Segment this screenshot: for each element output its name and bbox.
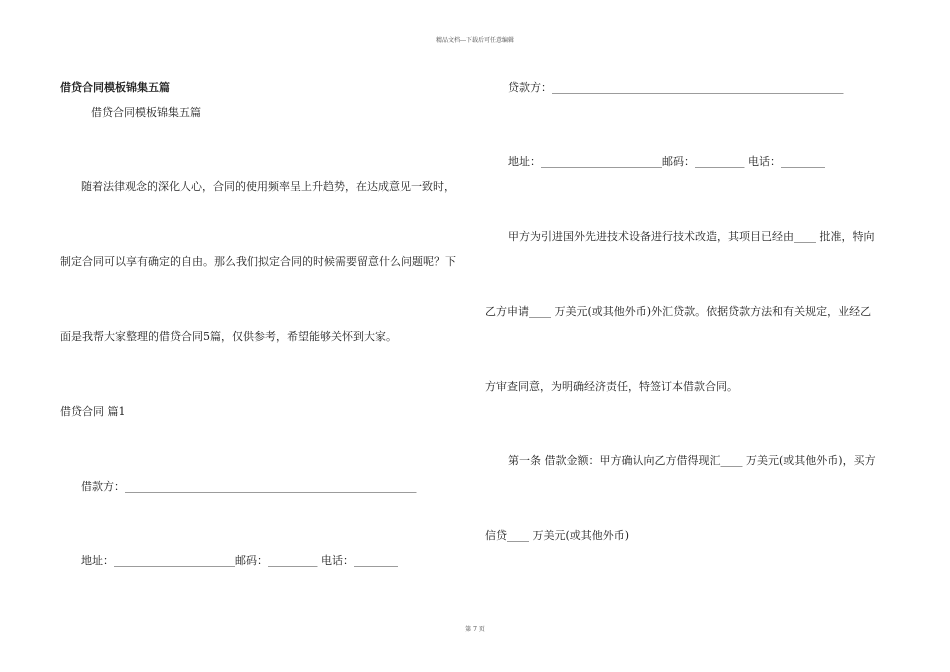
borrower-address-line: 地址：______________________邮码：_________ 电话：________: [81, 554, 398, 567]
intro-line-3: 面是我帮大家整理的借贷合同5篇，仅供参考，希望能够关怀到大家。: [60, 330, 397, 343]
page-header: 精品文档---下载后可任意编辑: [435, 37, 515, 44]
paragraph-1-line-2: 乙方申请____ 万美元(或其他外币)外汇贷款。依据贷款方法和有关规定，业经乙: [485, 305, 872, 318]
article-1-line-2: 信贷____ 万美元(或其他外币): [485, 529, 630, 542]
borrower-line: 借款方：_____________________________________________________: [81, 480, 417, 493]
intro-line-2: 制定合同可以享有确定的自由。那么我们拟定合同的时候需要留意什么问题呢？下: [60, 255, 456, 268]
document-subtitle: 借贷合同模板锦集五篇: [91, 106, 201, 119]
paragraph-1-line-3: 方审查同意，为明确经济责任，特签订本借款合同。: [485, 380, 738, 393]
lender-address-line: 地址：______________________邮码：_________ 电话：________: [508, 155, 825, 168]
lender-line: 贷款方：_____________________________________________________: [508, 81, 844, 94]
document-title: 借贷合同模板锦集五篇: [60, 81, 170, 94]
page-footer: 第 7 页: [465, 626, 485, 633]
paragraph-1-line-1: 甲方为引进国外先进技术设备进行技术改造，其项目已经由____ 批准，特向: [508, 230, 875, 243]
intro-line-1: 随着法律观念的深化人心，合同的使用频率呈上升趋势，在达成意见一致时，: [81, 180, 455, 193]
article-1-line-1: 第一条 借款金额：甲方确认向乙方借得现汇____ 万美元(或其他外币)，买方: [508, 454, 876, 467]
section-heading: 借贷合同 篇1: [60, 405, 126, 418]
